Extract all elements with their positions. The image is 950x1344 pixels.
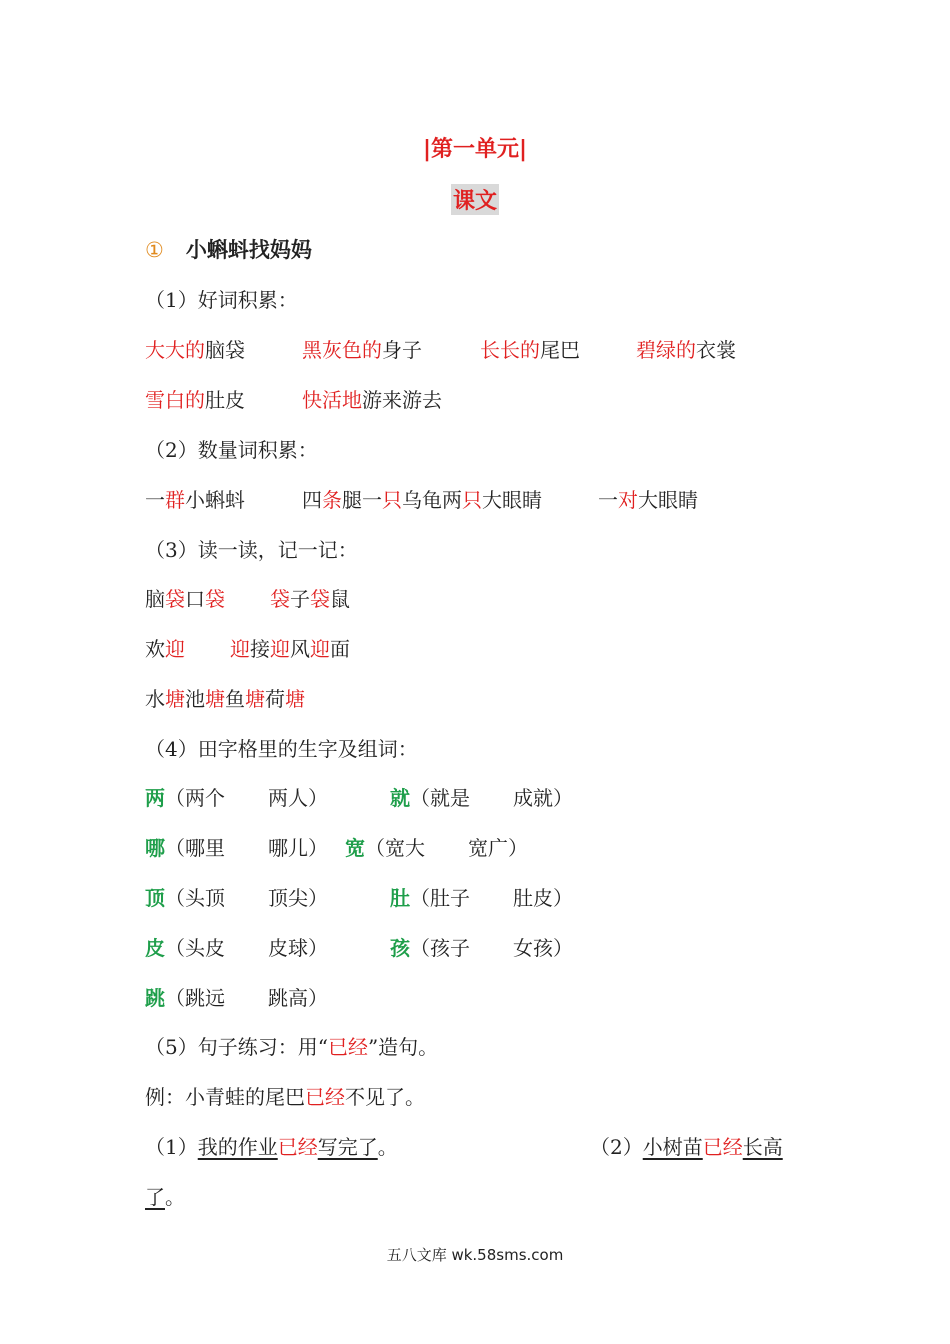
section-title — [0, 184, 950, 215]
part3-heading: （3）读一读，记一记： — [145, 538, 358, 562]
unit-title: |第一单元| — [422, 137, 528, 162]
footer-watermark: 五八文库 wk.58sms.com — [386, 1246, 564, 1264]
new-char-item: 皮（头皮 皮球） — [145, 936, 328, 960]
word-item: 黑灰色的身子 — [302, 338, 422, 362]
part1-heading: （1）好词积累： — [145, 288, 298, 312]
new-chars-row-2 — [145, 833, 528, 863]
section-title-label: 课文 — [451, 184, 499, 215]
new-char-item: 顶（头顶 顶尖） — [145, 886, 328, 910]
new-char-item: 就（就是 成就） — [390, 786, 573, 810]
answer-2: （2）小树苗已经长高 — [590, 1135, 783, 1159]
lesson-number: ① — [145, 238, 164, 262]
measure-word-item: 一对大眼睛 — [598, 488, 698, 512]
good-words-row-2 — [145, 385, 442, 415]
measure-words-row — [145, 485, 698, 515]
read-remember-row-1: 脑袋口袋 袋子袋鼠 — [145, 587, 350, 611]
answer-2-continuation: 了。 — [145, 1185, 185, 1209]
new-char-item: 跳（跳远 跳高） — [145, 986, 328, 1010]
lesson-heading — [145, 234, 312, 264]
word-item: 碧绿的衣裳 — [636, 338, 736, 362]
new-char-item: 哪（哪里 哪儿） — [145, 836, 328, 860]
read-remember-row-3: 水塘池塘鱼塘荷塘 — [145, 687, 305, 711]
measure-word-item: 一只乌龟 — [362, 488, 442, 512]
part5-heading: （5）句子练习：用“已经”造句。 — [145, 1035, 439, 1059]
measure-word-item: 一群小蝌蚪 — [145, 488, 245, 512]
new-chars-row-3 — [145, 883, 573, 913]
new-char-item: 宽（宽大 宽广） — [345, 836, 528, 860]
new-chars-row-4 — [145, 933, 573, 963]
new-char-item: 肚（肚子 肚皮） — [390, 886, 573, 910]
word-item: 大大的脑袋 — [145, 338, 245, 362]
measure-word-item: 两只大眼睛 — [442, 488, 542, 512]
part4-heading: （4）田字格里的生字及组词： — [145, 737, 418, 761]
part2-heading: （2）数量词积累： — [145, 438, 318, 462]
answer-1: （1）我的作业已经写完了。 — [145, 1135, 398, 1159]
read-remember-row-2: 欢迎 迎接迎风迎面 — [145, 637, 350, 661]
word-item: 快活地游来游去 — [302, 388, 442, 412]
answer-sentences — [145, 1132, 783, 1162]
new-chars-row-1 — [145, 783, 573, 813]
lesson-title: 小蝌蚪找妈妈 — [185, 238, 312, 262]
new-char-item: 两（两个 两人） — [145, 786, 328, 810]
word-item: 长长的尾巴 — [480, 338, 580, 362]
good-words-row-1 — [145, 335, 736, 365]
example-sentence: 例：小青蛙的尾巴已经不见了。 — [145, 1085, 425, 1109]
measure-word-item: 四条腿 — [302, 488, 362, 512]
word-item: 雪白的肚皮 — [145, 388, 245, 412]
new-chars-row-5 — [145, 983, 328, 1013]
new-char-item: 孩（孩子 女孩） — [390, 936, 573, 960]
